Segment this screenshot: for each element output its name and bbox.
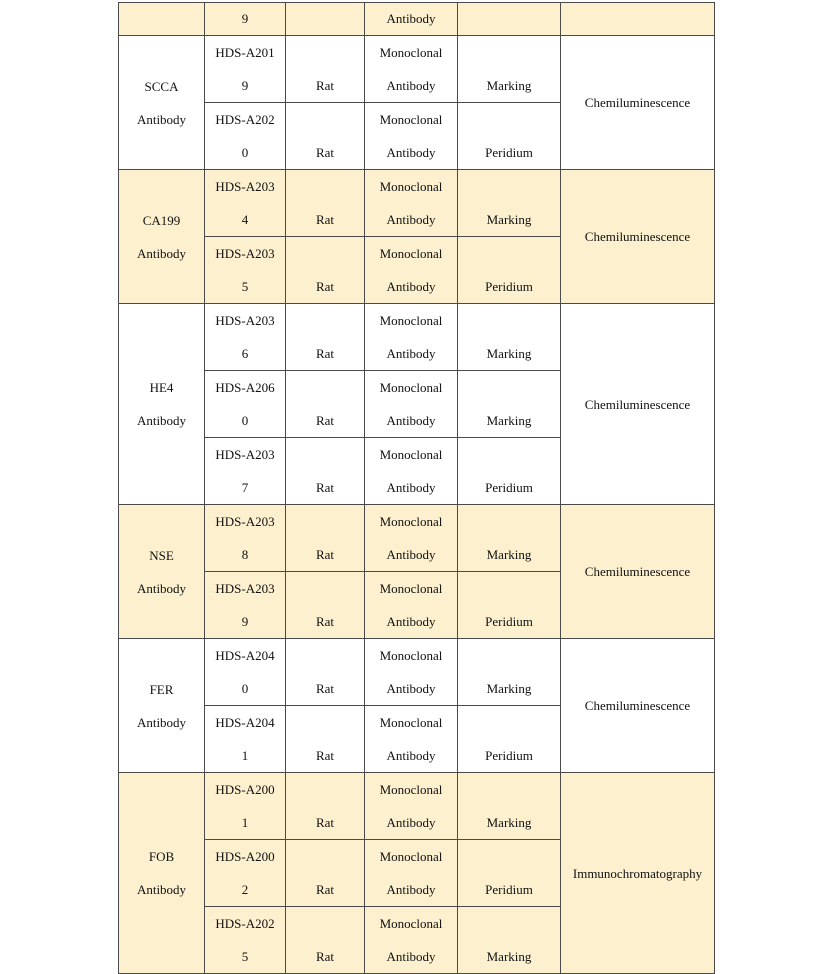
- usage-cell: [458, 103, 561, 170]
- host-value: Rat: [315, 212, 335, 227]
- product-code-suffix: 7: [241, 480, 249, 495]
- host-value: Rat: [315, 480, 335, 495]
- antibody-type-cell: [365, 572, 458, 639]
- antibody-type-suffix: Antibody: [386, 480, 436, 495]
- host-spacer: [286, 371, 364, 404]
- antibody-type: Monoclonal: [379, 916, 443, 931]
- host-cell: [286, 505, 365, 572]
- usage-cell: [458, 170, 561, 237]
- usage-cell: [458, 706, 561, 773]
- antibody-type-cell: [365, 840, 458, 907]
- product-code-suffix: 0: [241, 413, 249, 428]
- usage-spacer: [458, 371, 560, 404]
- antibody-type-suffix: Antibody: [386, 547, 436, 562]
- host-cell: [286, 773, 365, 840]
- antibody-name: FOB: [148, 849, 175, 864]
- antibody-name: SCCA: [144, 78, 179, 94]
- method-cell: Chemiluminescence: [561, 36, 715, 170]
- product-code: HDS-A202: [215, 112, 275, 127]
- usage-spacer: [458, 170, 560, 203]
- usage-cell: [458, 304, 561, 371]
- product-code-cell: [205, 907, 286, 974]
- host-spacer: [286, 706, 364, 739]
- host-spacer: [286, 505, 364, 538]
- usage-spacer: [458, 36, 560, 69]
- antibody-type: Monoclonal: [379, 45, 443, 60]
- usage-spacer: [458, 572, 560, 605]
- product-code-suffix: 5: [241, 949, 249, 964]
- product-code-cell: [205, 639, 286, 706]
- host-cell: [286, 170, 365, 237]
- antibody-type-cell: [365, 773, 458, 840]
- antibody-type: Monoclonal: [379, 313, 443, 328]
- host-value: Rat: [315, 748, 335, 763]
- product-table-body: [119, 3, 715, 974]
- host-spacer: [286, 907, 364, 940]
- product-code: HDS-A204: [215, 648, 275, 663]
- host-cell: [286, 237, 365, 304]
- usage-spacer: [458, 773, 560, 806]
- antibody-type-suffix: Antibody: [386, 614, 436, 629]
- product-code-suffix: 4: [241, 212, 249, 227]
- product-code: HDS-A203: [215, 179, 275, 194]
- usage-spacer: [458, 505, 560, 538]
- usage-value: Peridium: [485, 882, 533, 897]
- usage-spacer: [458, 304, 560, 337]
- method-cell: Chemiluminescence: [561, 304, 715, 505]
- product-code-suffix: 0: [241, 145, 249, 160]
- product-code: HDS-A206: [215, 380, 275, 395]
- antibody-type: Monoclonal: [379, 581, 443, 596]
- antibody-label: Antibody: [136, 580, 187, 596]
- method-cell: [561, 3, 715, 36]
- product-code-suffix: 2: [241, 882, 249, 897]
- antibody-type-suffix: Antibody: [386, 882, 436, 897]
- product-code: HDS-A200: [215, 849, 275, 864]
- host-value: Rat: [315, 346, 335, 361]
- antibody-label: Antibody: [136, 882, 187, 897]
- host-spacer: [286, 170, 364, 203]
- host-value: Rat: [315, 815, 335, 830]
- product-code: HDS-A200: [215, 782, 275, 797]
- usage-value: Marking: [486, 78, 532, 93]
- antibody-type: Monoclonal: [379, 179, 443, 194]
- antibody-type-suffix: Antibody: [386, 748, 436, 763]
- host-cell: [286, 907, 365, 974]
- antibody-name: FER: [149, 681, 174, 697]
- product-code-suffix: 6: [241, 346, 249, 361]
- host-value: Rat: [315, 949, 335, 964]
- antibody-label: Antibody: [136, 111, 187, 127]
- host-value: Rat: [315, 547, 335, 562]
- usage-cell: [458, 371, 561, 438]
- antibody-type-suffix: Antibody: [386, 78, 436, 93]
- antibody-type-cell: [365, 639, 458, 706]
- product-code-cell: [205, 840, 286, 907]
- antibody-type-cell: [365, 36, 458, 103]
- antibody-type-cell: [365, 371, 458, 438]
- product-code: HDS-A203: [215, 514, 275, 529]
- host-spacer: [286, 237, 364, 270]
- usage-spacer: [458, 103, 560, 136]
- usage-cell: [458, 840, 561, 907]
- antibody-name-cell: [119, 3, 205, 36]
- product-code: HDS-A203: [215, 313, 275, 328]
- antibody-type: Monoclonal: [379, 112, 443, 127]
- usage-spacer: [458, 237, 560, 270]
- table-row: [119, 639, 715, 706]
- product-code-cell: [205, 572, 286, 639]
- host-cell: [286, 371, 365, 438]
- host-spacer: [286, 572, 364, 605]
- method-cell: Chemiluminescence: [561, 639, 715, 773]
- antibody-type: Monoclonal: [379, 648, 443, 663]
- antibody-type-suffix: Antibody: [386, 413, 436, 428]
- antibody-name-cell: [119, 773, 205, 974]
- usage-value: Marking: [486, 346, 532, 361]
- host-spacer: [286, 639, 364, 672]
- antibody-name-cell: [119, 505, 205, 639]
- method-cell: Chemiluminescence: [561, 170, 715, 304]
- antibody-type: Monoclonal: [379, 380, 443, 395]
- usage-cell: [458, 36, 561, 103]
- method-cell: Chemiluminescence: [561, 505, 715, 639]
- antibody-type: Monoclonal: [379, 782, 443, 797]
- host-value: Rat: [315, 145, 335, 160]
- host-value: Rat: [315, 78, 335, 93]
- host-value: Rat: [315, 413, 335, 428]
- product-code: HDS-A202: [215, 916, 275, 931]
- antibody-name-cell: [119, 170, 205, 304]
- usage-spacer: [458, 840, 560, 873]
- product-code: HDS-A203: [215, 246, 275, 261]
- antibody-name-cell: [119, 304, 205, 505]
- antibody-type-cell: [365, 304, 458, 371]
- product-code-suffix: 9: [241, 78, 249, 93]
- antibody-label: Antibody: [136, 245, 187, 261]
- host-cell: [286, 840, 365, 907]
- usage-value: Marking: [486, 949, 532, 964]
- antibody-name: HE4: [149, 380, 174, 395]
- product-code-cell: [205, 237, 286, 304]
- table-row: [119, 3, 715, 36]
- antibody-name: CA199: [142, 212, 181, 228]
- product-code-suffix: 8: [241, 547, 249, 562]
- antibody-type-suffix: Antibody: [386, 949, 436, 964]
- host-value: Rat: [315, 882, 335, 897]
- usage-value: Peridium: [485, 480, 533, 495]
- antibody-type-cell: [365, 907, 458, 974]
- host-spacer: [286, 840, 364, 873]
- host-cell: [286, 572, 365, 639]
- antibody-type-suffix: Antibody: [386, 346, 436, 361]
- usage-cell: [458, 907, 561, 974]
- antibody-type-cell: [365, 170, 458, 237]
- host-spacer: [286, 438, 364, 471]
- product-code-cell: [205, 371, 286, 438]
- product-code: HDS-A203: [215, 447, 275, 462]
- antibody-type: Monoclonal: [379, 447, 443, 462]
- host-cell: [286, 639, 365, 706]
- host-spacer: [286, 103, 364, 136]
- antibody-type-cell: [365, 706, 458, 773]
- host-cell: [286, 304, 365, 371]
- host-cell: [286, 36, 365, 103]
- product-code-suffix: 1: [241, 748, 249, 763]
- antibody-type-cell: [365, 103, 458, 170]
- host-cell: [286, 706, 365, 773]
- table-row: [119, 773, 715, 840]
- antibody-type-cell: [365, 237, 458, 304]
- antibody-name: NSE: [149, 547, 174, 563]
- product-code-cell: [205, 170, 286, 237]
- usage-cell: [458, 3, 561, 36]
- antibody-type-cell: [365, 505, 458, 572]
- product-code-cell: [205, 304, 286, 371]
- table-row: [119, 36, 715, 103]
- usage-cell: [458, 639, 561, 706]
- product-code-suffix: 9: [241, 614, 249, 629]
- usage-value: Peridium: [485, 614, 533, 629]
- usage-value: Marking: [486, 212, 532, 227]
- antibody-label: Antibody: [136, 413, 187, 428]
- antibody-type: Monoclonal: [379, 246, 443, 261]
- antibody-type: Monoclonal: [379, 514, 443, 529]
- usage-value: Marking: [486, 413, 532, 428]
- product-code-cell: 9: [205, 3, 286, 36]
- usage-cell: [458, 237, 561, 304]
- host-cell: [286, 3, 365, 36]
- usage-value: Peridium: [485, 279, 533, 294]
- product-code-suffix: 1: [241, 815, 249, 830]
- host-spacer: [286, 304, 364, 337]
- usage-value: Marking: [486, 815, 532, 830]
- antibody-type-suffix: Antibody: [386, 145, 436, 160]
- antibody-type-suffix: Antibody: [386, 212, 436, 227]
- product-code: HDS-A203: [215, 581, 275, 596]
- product-code-cell: [205, 505, 286, 572]
- antibody-type: Monoclonal: [379, 849, 443, 864]
- product-code-suffix: 0: [241, 681, 249, 696]
- usage-spacer: [458, 706, 560, 739]
- product-code-suffix: 5: [241, 279, 249, 294]
- host-cell: [286, 103, 365, 170]
- usage-value: Marking: [486, 681, 532, 696]
- antibody-type-suffix: Antibody: [386, 279, 436, 294]
- usage-value: Marking: [486, 547, 532, 562]
- product-code: HDS-A201: [215, 45, 275, 60]
- table-row: [119, 505, 715, 572]
- host-value: Rat: [315, 279, 335, 294]
- product-code-cell: [205, 706, 286, 773]
- usage-cell: [458, 438, 561, 505]
- usage-value: Peridium: [485, 145, 533, 160]
- method-cell: Immunochromatography: [561, 773, 715, 974]
- antibody-name-cell: [119, 639, 205, 773]
- product-code-cell: [205, 438, 286, 505]
- usage-spacer: [458, 639, 560, 672]
- antibody-name-cell: [119, 36, 205, 170]
- product-code: HDS-A204: [215, 715, 275, 730]
- antibody-type-suffix: Antibody: [386, 681, 436, 696]
- usage-cell: [458, 773, 561, 840]
- product-code-cell: [205, 36, 286, 103]
- usage-cell: [458, 572, 561, 639]
- antibody-type-cell: Antibody: [365, 3, 458, 36]
- host-spacer: [286, 773, 364, 806]
- antibody-type-suffix: Antibody: [386, 815, 436, 830]
- host-value: Rat: [315, 681, 335, 696]
- antibody-type: Monoclonal: [379, 715, 443, 730]
- table-row: [119, 304, 715, 371]
- usage-value: Peridium: [485, 748, 533, 763]
- product-code-cell: [205, 103, 286, 170]
- antibody-type-cell: [365, 438, 458, 505]
- host-cell: [286, 438, 365, 505]
- product-code-cell: [205, 773, 286, 840]
- host-spacer: [286, 36, 364, 69]
- usage-cell: [458, 505, 561, 572]
- table-row: [119, 170, 715, 237]
- antibody-label: Antibody: [136, 714, 187, 730]
- product-table: [118, 2, 715, 974]
- host-value: Rat: [315, 614, 335, 629]
- usage-spacer: [458, 438, 560, 471]
- usage-spacer: [458, 907, 560, 940]
